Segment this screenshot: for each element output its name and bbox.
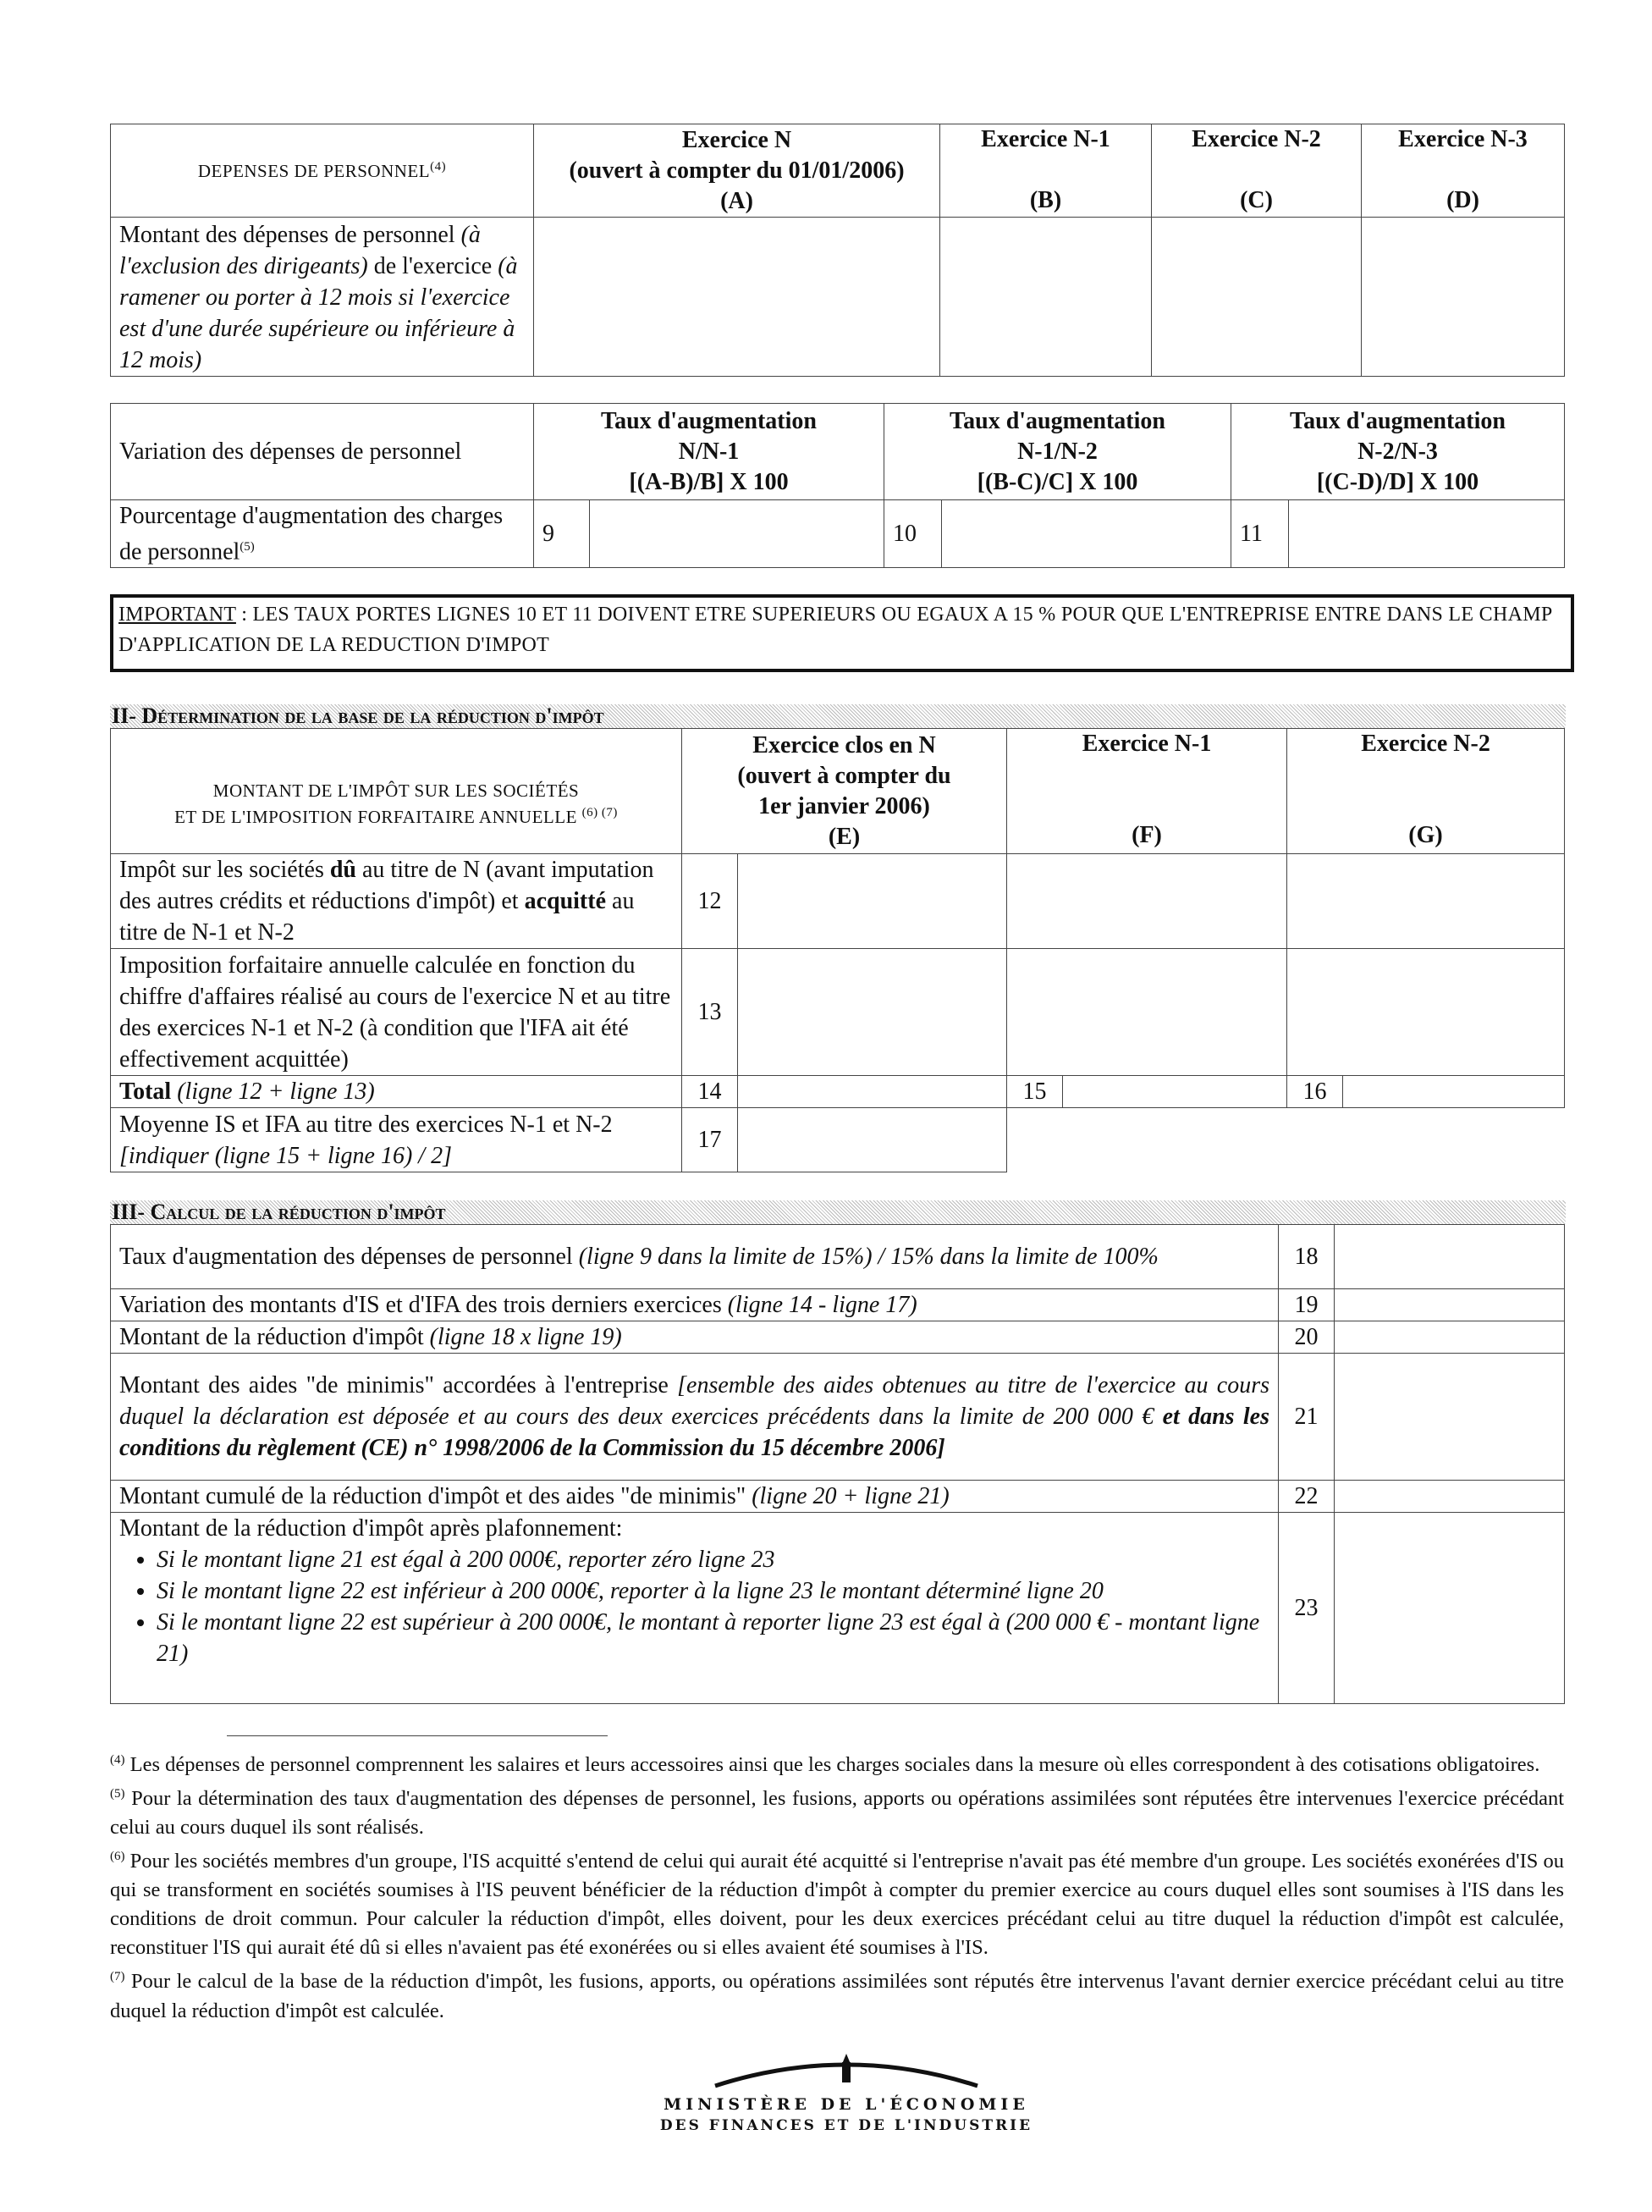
col-exercice-f: Exercice N-1 (F) (1007, 729, 1287, 854)
line-number-13: 13 (682, 949, 738, 1076)
personnel-table (110, 124, 1565, 377)
cell-line-23[interactable] (1335, 1513, 1565, 1704)
col-exercice-n3: Exercice N-3 (D) (1362, 124, 1565, 218)
bullet-3: • Si le montant ligne 22 est supérieur à 200 000€, le montant à reporter ligne 23 est égal à (200 000 € - montant ligne 21) (157, 1607, 1269, 1669)
col-exercice-n2: Exercice N-2 (C) (1152, 124, 1362, 218)
row-23-label: Montant de la réduction d'impôt après plafonnement: • Si le montant ligne 21 est égal à 200 000€, reporter zéro ligne 23 • Si le montant ligne 22 est inférieur à 200 000€, reporter à la ligne 23 le montant déterminé ligne 20 • Si le montant ligne 22 est supérieur à 200 000€, le montant à reporter ligne 23 est égal à (200 000 € - montant ligne 21) (111, 1513, 1279, 1704)
footnote-separator (227, 1735, 608, 1736)
cell-line-12[interactable] (738, 854, 1007, 949)
cell-line-19[interactable] (1335, 1289, 1565, 1321)
cell-13-f[interactable] (1007, 949, 1287, 1076)
line-number-22: 22 (1279, 1481, 1335, 1513)
personnel-header-label: DEPENSES DE PERSONNEL$^{(4)}$ (111, 124, 534, 218)
row-12-label: Impôt sur les sociétés dû au titre de N (avant imputation des autres crédits et réductions d'impôt) et acquitté au titre de N-1 et N-2 (111, 854, 682, 949)
bullet-1: • Si le montant ligne 21 est égal à 200 000€, reporter zéro ligne 23 (157, 1544, 1269, 1575)
cell-line-14[interactable] (738, 1076, 1007, 1108)
row-17-label: Moyenne IS et IFA au titre des exercices N-1 et N-2 [indiquer (ligne 15 + ligne 16) / 2] (111, 1108, 682, 1172)
cell-line-13[interactable] (738, 949, 1007, 1076)
cell-line-15[interactable] (1063, 1076, 1287, 1108)
row-18-label: Taux d'augmentation des dépenses de personnel (ligne 9 dans la limite de 15%) / 15% dans la limite de 100% (111, 1225, 1279, 1289)
row-22-label: Montant cumulé de la réduction d'impôt et des aides "de minimis" (ligne 20 + ligne 21) (111, 1481, 1279, 1513)
row-13-label: Imposition forfaitaire annuelle calculée en fonction du chiffre d'affaires réalisé au cours de l'exercice N et au titre des exercices N-1 et N-2 (à condition que l'IFA ait été effectivement acquittée) (111, 949, 682, 1076)
section-3-title: III- Calcul de la réduction d'impôt (110, 1200, 1566, 1224)
bullet-2: • Si le montant ligne 22 est inférieur à 200 000€, reporter à la ligne 23 le montant déterminé ligne 20 (157, 1575, 1269, 1607)
cell-line-9[interactable] (590, 500, 884, 568)
line-number-9: 9 (534, 500, 590, 568)
logo-line-1: MINISTÈRE DE L'ÉCONOMIE (664, 2095, 1029, 2114)
line-number-16: 16 (1287, 1076, 1343, 1108)
logo-arc-icon (707, 2049, 986, 2089)
calcul-reduction-table (110, 1224, 1565, 1704)
cell-line-22[interactable] (1335, 1481, 1565, 1513)
logo-line-2: DES FINANCES ET DE L'INDUSTRIE (659, 2117, 1033, 2134)
empty-area (1007, 1108, 1565, 1172)
line-number-20: 20 (1279, 1321, 1335, 1354)
pourcentage-label: Pourcentage d'augmentation des charges de personnel$^{(5)}$ (111, 500, 534, 568)
variation-label: Variation des dépenses de personnel (111, 404, 534, 500)
cell-12-g[interactable] (1287, 854, 1565, 949)
row-total-label: Total (ligne 12 + ligne 13) (111, 1076, 682, 1108)
ministry-logo (626, 2049, 1066, 2136)
footnotes (110, 1746, 1564, 2026)
section-2-title: II- Détermination de la base de la réduction d'impôt (110, 704, 1566, 728)
cell-d[interactable] (1362, 218, 1565, 377)
row-20-label: Montant de la réduction d'impôt (ligne 18 x ligne 19) (111, 1321, 1279, 1354)
col-taux-n1-n2: Taux d'augmentation N-1/N-2 [(B-C)/C] X 100 (884, 404, 1231, 500)
cell-line-16[interactable] (1343, 1076, 1565, 1108)
cell-line-21[interactable] (1335, 1354, 1565, 1481)
line-number-19: 19 (1279, 1289, 1335, 1321)
important-text: : LES TAUX PORTES LIGNES 10 ET 11 DOIVENT ETRE SUPERIEURS OU EGAUX A 15 % POUR QUE L'ENTREPRISE ENTRE DANS LE CHAMP D'APPLICATION DE LA REDUCTION D'IMPOT (118, 604, 1552, 656)
cell-line-17[interactable] (738, 1108, 1007, 1172)
line-number-23: 23 (1279, 1513, 1335, 1704)
base-reduction-table (110, 728, 1565, 1172)
line-number-11: 11 (1231, 500, 1289, 568)
footnote-7: $^{(7)}$ Pour le calcul de la base de la réduction d'impôt, les fusions, apports, ou opérations assimilées sont réputés être intervenus l'avant dernier exercice précédant celui au titre duquel la réduction d'impôt est calculée. (110, 1970, 1564, 2022)
cell-13-g[interactable] (1287, 949, 1565, 1076)
variation-table (110, 403, 1565, 568)
col-exercice-e: Exercice clos en N (ouvert à compter du 1er janvier 2006) (E) (682, 729, 1007, 854)
footnote-6: $^{(6)}$ Pour les sociétés membres d'un groupe, l'IS acquitté s'entend de celui qui aurait été acquitté si l'entreprise n'avait pas été membre d'un groupe. Les sociétés exonérées d'IS ou qui se transforment en sociétés soumises à l'IS peuvent bénéficier de la réduction d'impôt à compter du premier exercice au cours duquel elles sont soumises à l'IS dans les conditions de droit commun. Pour calculer la réduction d'impôt, elles doivent, pour les deux exercices précédant celui au titre duquel la réduction d'impôt est calculée, reconstituer l'IS qui aurait été dû si elles n'avaient pas été exonérées ou si elles avaient été soumises à l'IS. (110, 1850, 1564, 1960)
line-number-10: 10 (884, 500, 942, 568)
cell-line-18[interactable] (1335, 1225, 1565, 1289)
line-number-12: 12 (682, 854, 738, 949)
footnote-4: $^{(4)}$ Les dépenses de personnel comprennent les salaires et leurs accessoires ainsi que les charges sociales dans la mesure où elles correspondent à des cotisations obligatoires. (110, 1753, 1540, 1777)
cell-12-f[interactable] (1007, 854, 1287, 949)
row-23-bullets (119, 1544, 1269, 1669)
line-number-21: 21 (1279, 1354, 1335, 1481)
cell-b[interactable] (940, 218, 1152, 377)
line-number-14: 14 (682, 1076, 738, 1108)
line-number-17: 17 (682, 1108, 738, 1172)
personnel-row-label: Montant des dépenses de personnel (à l'exclusion des dirigeants) de l'exercice (à ramener ou porter à 12 mois si l'exercice est d'une durée supérieure ou inférieure à 12 mois) (111, 218, 534, 377)
cell-a[interactable] (534, 218, 940, 377)
col-exercice-n1: Exercice N-1 (B) (940, 124, 1152, 218)
footnote-5: $^{(5)}$ Pour la détermination des taux d'augmentation des dépenses de personnel, les fusions, apports ou opérations assimilées sont réputées être intervenues l'exercice précédant celui au cours duquel ils sont réalisés. (110, 1787, 1564, 1840)
col-exercice-g: Exercice N-2 (G) (1287, 729, 1565, 854)
row-21-label: Montant des aides "de minimis" accordées à l'entreprise [ensemble des aides obtenues au titre de l'exercice au cours duquel la déclaration est déposée et au cours des deux exercices précédents dans la limite de 200 000 € et dans les conditions du règlement (CE) n° 1998/2006 de la Commission du 15 décembre 2006] (111, 1354, 1279, 1481)
cell-line-20[interactable] (1335, 1321, 1565, 1354)
important-lead: IMPORTANT (118, 604, 236, 626)
col-taux-n2-n3: Taux d'augmentation N-2/N-3 [(C-D)/D] X 100 (1231, 404, 1565, 500)
cell-line-10[interactable] (942, 500, 1231, 568)
cell-line-11[interactable] (1289, 500, 1565, 568)
col-exercice-n: Exercice N (ouvert à compter du 01/01/2006) (A) (534, 124, 940, 218)
section2-header-label: MONTANT DE L'IMPÔT SUR LES SOCIÉTÉS ET DE L'IMPOSITION FORFAITAIRE ANNUELLE $^{(6) (7)}$ (111, 729, 682, 854)
line-number-15: 15 (1007, 1076, 1063, 1108)
col-taux-n-n1: Taux d'augmentation N/N-1 [(A-B)/B] X 100 (534, 404, 884, 500)
cell-c[interactable] (1152, 218, 1362, 377)
row-19-label: Variation des montants d'IS et d'IFA des trois derniers exercices (ligne 14 - ligne 17) (111, 1289, 1279, 1321)
line-number-18: 18 (1279, 1225, 1335, 1289)
important-notice (110, 594, 1574, 672)
